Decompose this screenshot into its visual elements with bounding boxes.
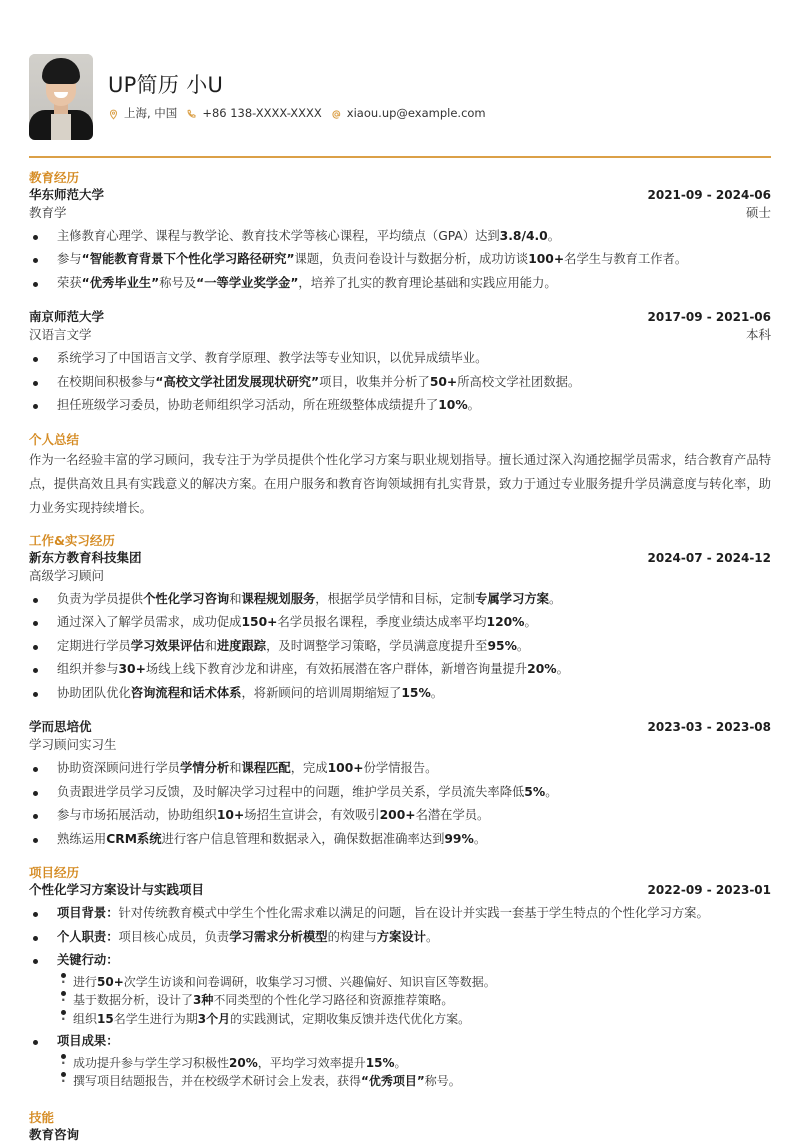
resume-page	[29, 54, 771, 1143]
project-background: 项目背景：针对传统教育模式中学生个性化需求难以满足的问题，旨在设计并实践一套基于学生特点的个性化学习方案。	[29, 902, 771, 926]
education-entry	[29, 308, 771, 418]
skills-section	[29, 1109, 771, 1143]
phone-text[interactable]: +86 138-XXXX-XXXX	[202, 106, 322, 121]
contact-phone	[186, 105, 321, 122]
degree: 本科	[745, 327, 771, 342]
bullet-item: 负责跟进学员学习反馈，及时解决学习过程中的问题，维护学员关系，学员流失率降低5%。	[29, 781, 771, 805]
resume-header	[29, 54, 771, 140]
work-entry	[29, 549, 771, 706]
bullet-list	[29, 588, 771, 706]
section-title-work: 工作&实习经历	[29, 532, 115, 548]
bullet-item: 负责为学员提供个性化学习咨询和课程规划服务，根据学员学情和目标，定制专属学习方案。	[29, 588, 771, 612]
work-entry	[29, 718, 771, 851]
date-range: 2021-09 - 2024-06	[647, 187, 771, 202]
bullet-item: 通过深入了解学员需求，成功促成150+名学员报名课程，季度业绩达成率平均120%。	[29, 611, 771, 635]
project-role: 个人职责：项目核心成员，负责学习需求分析模型的构建与方案设计。	[29, 926, 771, 950]
location-text: 上海, 中国	[124, 106, 178, 121]
date-range: 2024-07 - 2024-12	[647, 550, 771, 565]
major: 汉语言文学	[29, 327, 92, 342]
major: 教育学	[29, 204, 67, 220]
section-title-summary: 个人总结	[29, 431, 80, 447]
sub-bullet-item: · 成功提升参与学生学习积极性20%，平均学习效率提升15%。	[57, 1054, 771, 1073]
project-actions: 关键行动： · 进行50+次学生访谈和问卷调研，收集学习习惯、兴趣偏好、知识盲区等数据。 · 基于数据分析，设计了3种不同类型的个性化学习路径和资源推荐策略。 · 组织15名学生进行为期3个月的实践测试，定期收集反馈并迭代优化方案。	[29, 949, 771, 1028]
company-name: 学而思培优	[29, 719, 92, 734]
bullet-list	[29, 347, 771, 418]
bullet-list	[29, 757, 771, 851]
education-entry	[29, 186, 771, 296]
section-title-education: 教育经历	[29, 169, 80, 185]
candidate-name: UP简历 小U	[108, 73, 224, 98]
sub-bullet-item: · 基于数据分析，设计了3种不同类型的个性化学习路径和资源推荐策略。	[57, 991, 771, 1010]
project-name: 个性化学习方案设计与实践项目	[29, 882, 205, 897]
bullet-list	[29, 225, 771, 296]
project-entry	[29, 881, 771, 1091]
header-divider	[29, 156, 771, 158]
header-info	[108, 71, 495, 122]
company-name: 新东方教育科技集团	[29, 549, 142, 565]
date-range: 2022-09 - 2023-01	[647, 883, 771, 897]
sub-bullet-item: · 组织15名学生进行为期3个月的实践测试，定期收集反馈并迭代优化方案。	[57, 1010, 771, 1029]
job-role: 高级学习顾问	[29, 567, 105, 583]
bullet-item: 系统学习了中国语言文学、教育学原理、教学法等专业知识，以优异成绩毕业。	[29, 347, 771, 371]
date-range: 2017-09 - 2021-06	[647, 310, 771, 324]
work-section	[29, 532, 771, 852]
contact-email	[331, 105, 486, 122]
bullet-item: 参与“智能教育背景下个性化学习路径研究”课题，负责问卷设计与数据分析，成功访谈100+名学生与教育工作者。	[29, 248, 771, 272]
sub-bullet-list	[57, 1054, 771, 1091]
degree: 硕士	[745, 204, 771, 220]
section-title-projects: 项目经历	[29, 865, 80, 880]
summary-section	[29, 431, 771, 520]
bullet-list	[29, 902, 771, 1091]
avatar	[29, 54, 93, 140]
bullet-item: 荣获“优秀毕业生”称号及“一等学业奖学金”，培养了扎实的教育理论基础和实践应用能力。	[29, 272, 771, 296]
project-results: 项目成果： · 成功提升参与学生学习积极性20%，平均学习效率提升15%。 · 撰写项目结题报告，并在校级学术研讨会上发表，获得“优秀项目”称号。	[29, 1030, 771, 1091]
school-name: 南京师范大学	[29, 309, 105, 324]
sub-bullet-item: · 进行50+次学生访谈和问卷调研，收集学习习惯、兴趣偏好、知识盲区等数据。	[57, 973, 771, 992]
bullet-item: 协助团队优化咨询流程和话术体系，将新顾问的培训周期缩短了15%。	[29, 682, 771, 706]
job-role: 学习顾问实习生	[29, 737, 117, 752]
projects-section	[29, 864, 771, 1091]
bullet-item: 定期进行学员学习效果评估和进度跟踪，及时调整学习策略，学员满意度提升至95%。	[29, 635, 771, 659]
school-name: 华东师范大学	[29, 186, 105, 202]
bullet-item: 参与市场拓展活动，协助组织10+场招生宣讲会，有效吸引200+名潜在学员。	[29, 804, 771, 828]
contact-location	[108, 105, 177, 122]
bullet-item: 主修教育心理学、课程与教学论、教育技术学等核心课程，平均绩点（GPA）达到3.8/4.0。	[29, 225, 771, 249]
bullet-item: 在校期间积极参与“高校文学社团发展现状研究”项目，收集并分析了50+所高校文学社团数据。	[29, 371, 771, 395]
sub-bullet-list	[57, 973, 771, 1029]
section-title-skills: 技能	[29, 1109, 55, 1125]
sub-bullet-item: · 撰写项目结题报告，并在校级学术研讨会上发表，获得“优秀项目”称号。	[57, 1072, 771, 1091]
bullet-item: 协助资深顾问进行学员学情分析和课程匹配，完成100+份学情报告。	[29, 757, 771, 781]
skill-category: 教育咨询	[29, 1126, 80, 1142]
bullet-item: 担任班级学习委员，协助老师组织学习活动，所在班级整体成绩提升了10%。	[29, 394, 771, 418]
date-range: 2023-03 - 2023-08	[647, 720, 771, 734]
contact-row	[108, 105, 495, 122]
at-sign-icon	[331, 109, 342, 120]
bullet-item: 组织并参与30+场线上线下教育沙龙和讲座，有效拓展潜在客户群体，新增咨询量提升20%。	[29, 658, 771, 682]
phone-icon	[186, 109, 197, 120]
location-pin-icon	[108, 109, 119, 120]
bullet-item: 熟练运用CRM系统进行客户信息管理和数据录入，确保数据准确率达到99%。	[29, 828, 771, 852]
education-section	[29, 169, 771, 418]
summary-text: 作为一名经验丰富的学习顾问，我专注于为学员提供个性化学习方案与职业规划指导。擅长通过深入沟通挖掘学员需求，结合教育产品特点，提供高效且具有实践意义的解决方案。在用户服务和教育咨询领域拥有扎实背景，致力于通过专业服务提升学员满意度与转化率，助力业务实现持续增长。	[29, 452, 771, 515]
email-text[interactable]: xiaou.up@example.com	[346, 106, 486, 121]
